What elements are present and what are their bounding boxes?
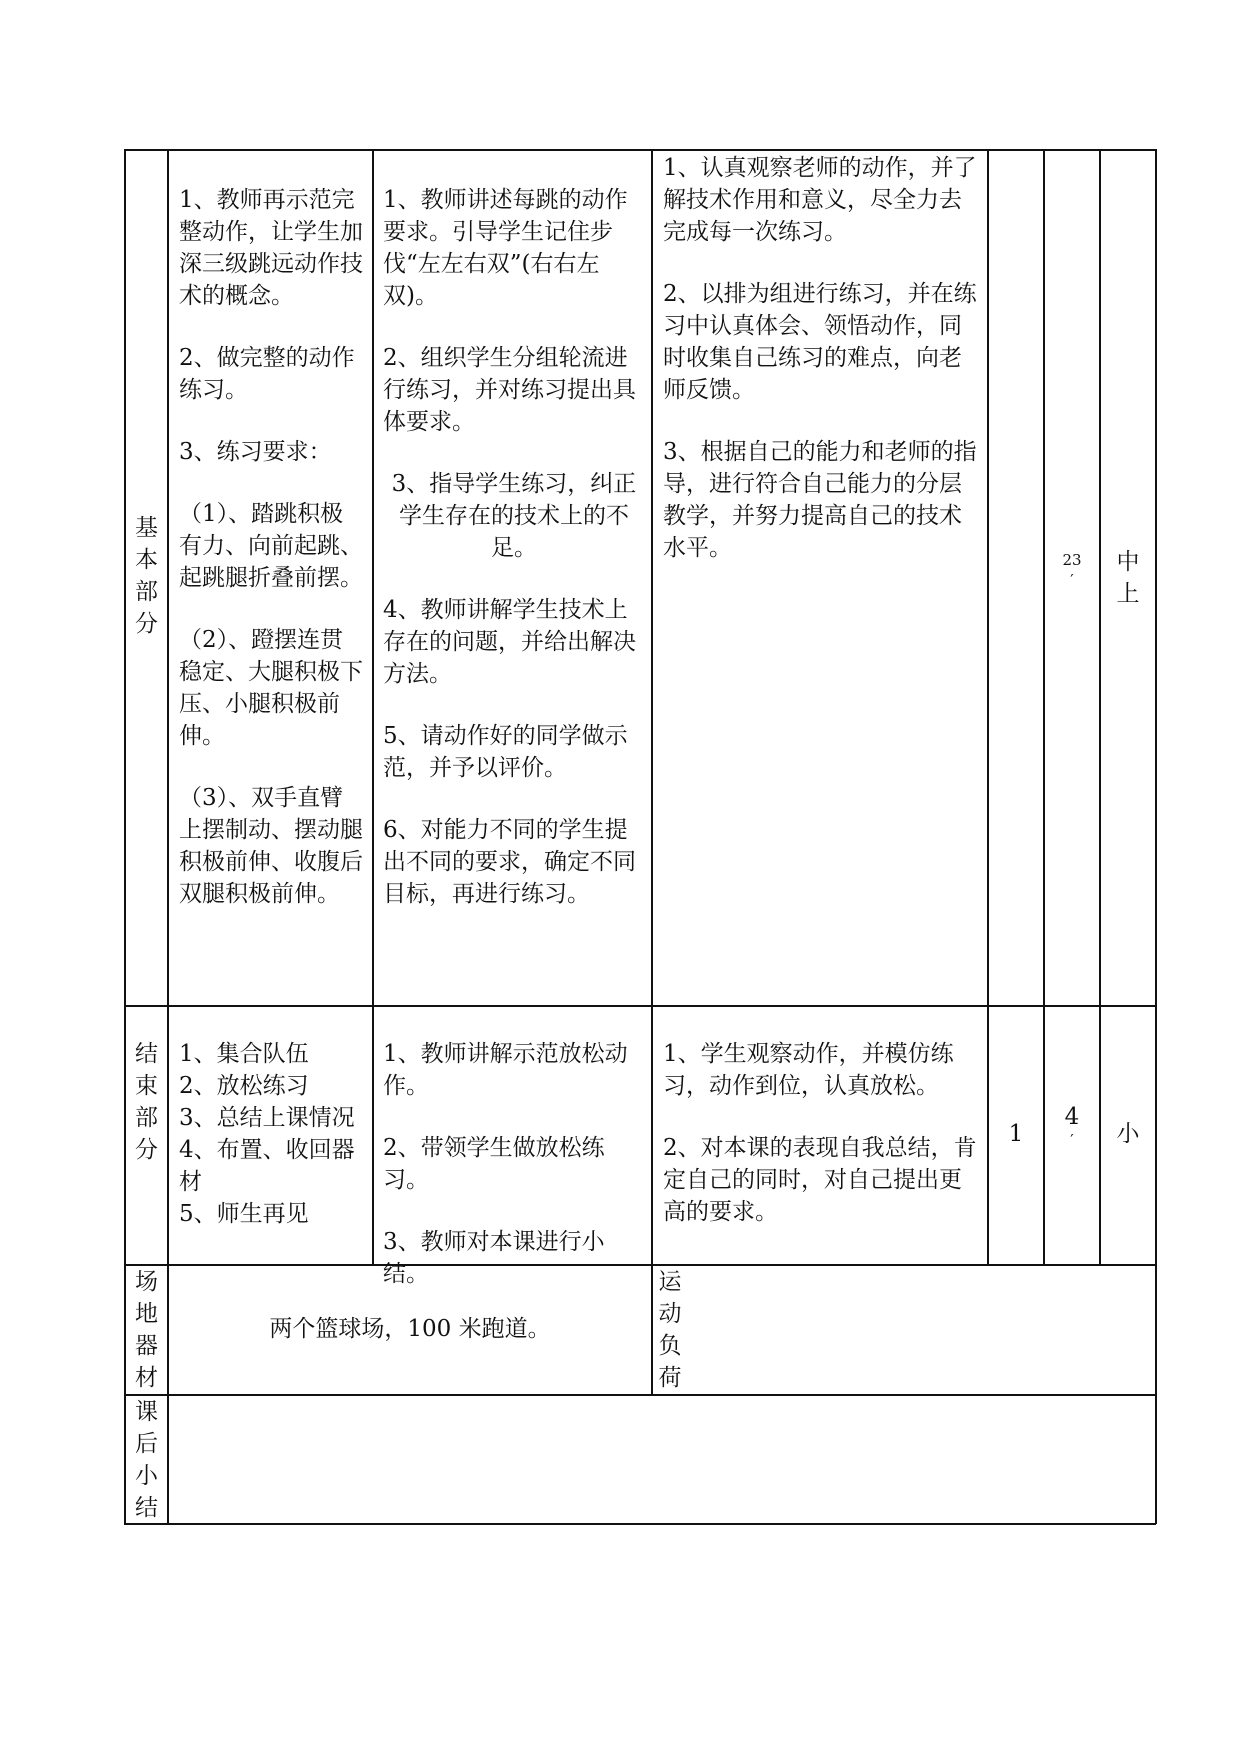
ending-content-item: 2、放松练习	[179, 1073, 309, 1099]
basic-content-item: （2）、蹬摆连贯稳定、大腿积极下压、小腿积极前伸。	[179, 627, 363, 749]
basic-content-item: 3、练习要求：	[179, 439, 332, 465]
column-divider	[372, 149, 374, 1265]
ending-time-cell	[1045, 1104, 1099, 1150]
venue-label-char: 地	[135, 1301, 158, 1327]
venue-label-char: 材	[135, 1365, 158, 1391]
load-label-char: 负	[658, 1333, 682, 1359]
section-label-char: 分	[135, 1137, 158, 1163]
ending-content-item: 3、总结上课情况	[179, 1105, 355, 1131]
section-label-char: 基	[135, 515, 158, 541]
student-activity-item: 1、认真观察老师的动作，并了解技术作用和意义，尽全力去完成每一次练习。	[663, 155, 977, 245]
teacher-activity-item: 2、带领学生做放松练习。	[383, 1135, 605, 1193]
student-activity-item: 1、学生观察动作，并模仿练习，动作到位，认真放松。	[663, 1041, 954, 1099]
basic-student-cell	[663, 152, 981, 564]
student-activity-item: 2、对本课的表现自我总结，肯定自己的同时，对自己提出更高的要求。	[663, 1135, 977, 1225]
ending-content-item: 1、集合队伍	[179, 1041, 309, 1067]
summary-label-char: 课	[135, 1399, 158, 1425]
teacher-activity-item: 3、指导学生练习，纠正学生存在的技术上的不足。	[391, 471, 637, 561]
load-label-char: 动	[658, 1301, 682, 1327]
ending-content-cell	[179, 1038, 365, 1230]
student-activity-item: 2、以排为组进行练习，并在练习中认真体会、领悟动作，同时收集自己练习的难点，向老师反馈。	[663, 281, 977, 403]
ending-content-item: 5、师生再见	[179, 1201, 309, 1227]
basic-section-label	[126, 512, 167, 640]
section-label-char: 束	[135, 1073, 158, 1099]
ending-intensity-cell: 小	[1116, 1121, 1140, 1147]
column-divider	[1099, 149, 1101, 1265]
summary-label	[126, 1396, 167, 1524]
intensity-char: 上	[1116, 581, 1140, 607]
teacher-activity-item: 5、请动作好的同学做示范，并予以评价。	[383, 723, 628, 781]
summary-label-char: 后	[135, 1431, 158, 1457]
minute-mark: ′	[1070, 571, 1074, 589]
load-label-char: 荷	[658, 1365, 682, 1391]
basic-content-item: （1）、踏跳积极有力、向前起跳、起跳腿折叠前摆。	[179, 501, 363, 591]
summary-label-char: 小	[135, 1463, 158, 1489]
column-divider	[987, 149, 989, 1265]
ending-content-item: 4、布置、收回器材	[179, 1137, 355, 1195]
ending-count-cell: 1	[1008, 1121, 1024, 1147]
ending-teacher-cell	[383, 1038, 645, 1290]
teacher-activity-item: 1、教师讲述每跳的动作要求。引导学生记住步伐“左左右双”(右右左双)。	[383, 187, 628, 309]
table-border-top	[124, 149, 1156, 151]
basic-content-item: 2、做完整的动作练习。	[179, 345, 355, 403]
column-divider	[1043, 149, 1045, 1265]
venue-label	[126, 1266, 167, 1394]
ending-time-value: 4	[1064, 1104, 1080, 1130]
basic-teacher-cell	[383, 184, 645, 910]
minute-mark: ′	[1070, 1131, 1074, 1149]
section-label-char: 部	[135, 579, 158, 605]
basic-intensity-cell	[1101, 546, 1155, 610]
basic-content-item: （3）、双手直臂上摆制动、摆动腿积极前伸、收腹后双腿积极前伸。	[179, 785, 363, 907]
row-divider	[124, 1005, 1156, 1007]
section-label-char: 分	[135, 611, 158, 637]
venue-label-char: 场	[135, 1269, 158, 1295]
load-label-char: 运	[658, 1269, 682, 1295]
venue-value: 两个篮球场，100 米跑道。	[269, 1316, 551, 1342]
teacher-activity-item: 3、教师对本课进行小结。	[383, 1229, 605, 1287]
table-border-right	[1155, 149, 1157, 1524]
teacher-activity-item: 6、对能力不同的学生提出不同的要求，确定不同目标，再进行练习。	[383, 817, 636, 907]
teacher-activity-item: 1、教师讲解示范放松动作。	[383, 1041, 628, 1099]
table-border-bottom	[124, 1523, 1156, 1525]
student-activity-item: 3、根据自己的能力和老师的指导，进行符合自己能力的分层教学，并努力提高自己的技术水平。	[663, 439, 977, 561]
column-divider	[651, 149, 653, 1394]
basic-content-cell	[179, 184, 365, 910]
teacher-activity-item: 4、教师讲解学生技术上存在的问题，并给出解决方法。	[383, 597, 636, 687]
ending-student-cell	[663, 1038, 981, 1228]
summary-label-char: 结	[135, 1495, 158, 1521]
row-divider	[124, 1394, 1156, 1396]
basic-content-item: 1、教师再示范完整动作，让学生加深三级跳远动作技术的概念。	[179, 187, 363, 309]
basic-time-cell	[1045, 550, 1099, 590]
section-label-char: 结	[135, 1041, 158, 1067]
teacher-activity-item: 2、组织学生分组轮流进行练习，并对练习提出具体要求。	[383, 345, 636, 435]
basic-time-value: 23	[1062, 551, 1082, 569]
section-label-char: 部	[135, 1105, 158, 1131]
intensity-char: 中	[1116, 549, 1140, 575]
venue-label-char: 器	[135, 1333, 158, 1359]
section-label-char: 本	[135, 547, 158, 573]
ending-section-label	[126, 1038, 167, 1166]
load-label	[653, 1266, 687, 1394]
